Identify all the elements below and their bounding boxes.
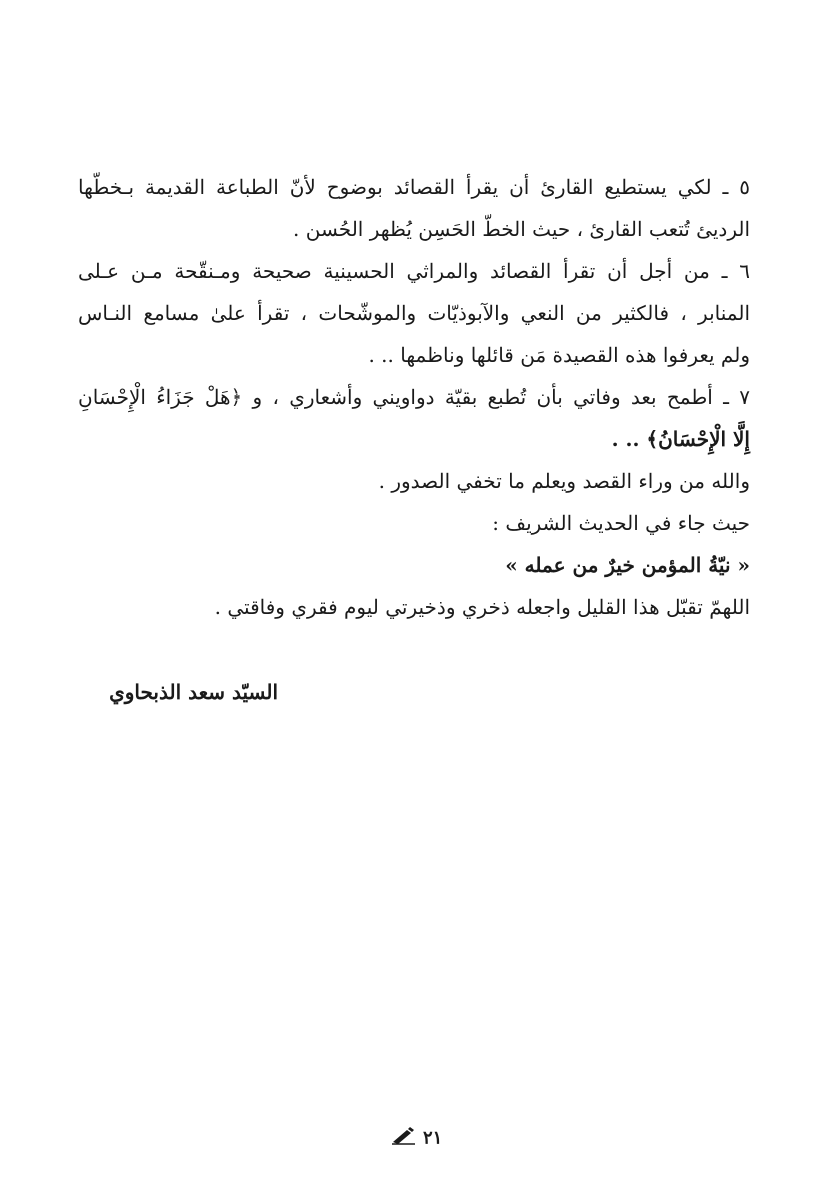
- hadith-quote: « نيّةُ المؤمن خيرٌ من عمله »: [505, 553, 750, 577]
- closing-line-1: والله من وراء القصد ويعلم ما تخفي الصدور .: [378, 469, 750, 493]
- paragraph-6-line-2: المنابر ، فالكثير من النعي والآبوذيّات والموشّحات ، تقرأ علىٰ مسامع النـاس: [78, 301, 750, 325]
- hadith-intro: حيث جاء في الحديث الشريف :: [492, 511, 750, 535]
- pen-icon: [391, 1127, 417, 1150]
- prayer-line: اللهمّ تقبّل هذا القليل واجعله ذخري وذخيرتي ليوم فقري وفاقتي .: [214, 595, 750, 619]
- paragraph-5-line-1: ٥ ـ لكي يستطيع القارئ أن يقرأ القصائد بوضوح لأنّ الطباعة القديمة بـخطّها: [78, 175, 750, 199]
- page-number: ٢١: [422, 1127, 443, 1149]
- paragraph-7-line-1: ٧ ـ أطمح بعد وفاتي بأن تُطبع بقيّة دواويني وأشعاري ، و ﴿هَلْ جَزَاءُ الْإِحْسَانِ: [78, 385, 750, 409]
- paragraph-5-line-2: الرديئ تُتعب القارئ ، حيث الخطّ الحَسِن يُظهر الحُسن .: [293, 217, 750, 241]
- paragraph-6-line-1: ٦ ـ من أجل أن تقرأ القصائد والمراثي الحسينية صحيحة ومـنقّحة مـن عـلى: [78, 259, 750, 283]
- page-footer: [0, 1127, 829, 1150]
- body-text: [78, 166, 750, 628]
- quran-verse-line: إِلَّا الْإِحْسَانُ﴾ .. .: [611, 427, 750, 451]
- author-signature: السيّد سعد الذبحاوي: [109, 680, 278, 704]
- paragraph-6-line-3: ولم يعرفوا هذه القصيدة مَن قائلها وناظمها .. .: [368, 343, 750, 367]
